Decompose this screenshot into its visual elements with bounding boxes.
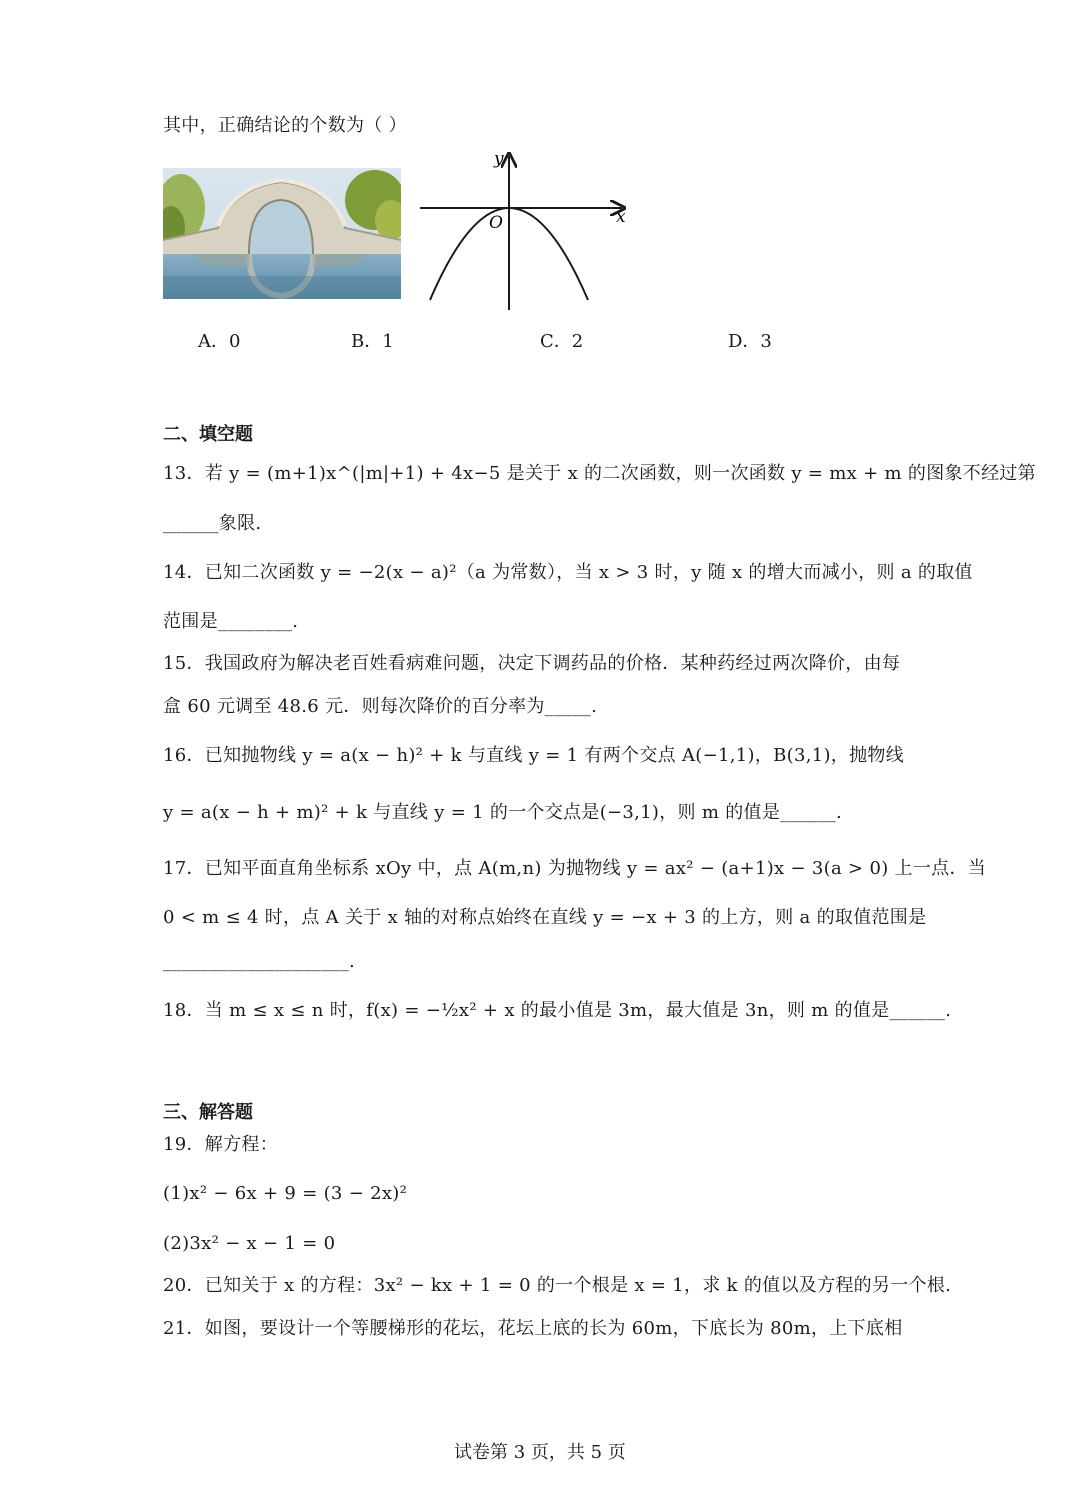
q19-eq2: (2)3x² − x − 1 = 0 (163, 1233, 336, 1254)
x-axis-label: x (616, 207, 626, 227)
q17-line3: ____________________. (163, 951, 356, 972)
section2-heading: 二、填空题 (163, 424, 253, 445)
y-axis-label: y (494, 149, 504, 169)
q19-eq1: (1)x² − 6x + 9 = (3 − 2x)² (163, 1183, 408, 1204)
q12-prompt: 其中，正确结论的个数为（ ） (163, 115, 407, 136)
bridge-photo (163, 168, 401, 299)
origin-label: O (489, 213, 503, 233)
option-a: A．0 (198, 331, 241, 352)
option-b: B．1 (351, 331, 394, 352)
section3-heading: 三、解答题 (163, 1102, 253, 1123)
q15-line1: 15．我国政府为解决老百姓看病难问题，决定下调药品的价格．某种药经过两次降价，由每 (163, 653, 901, 674)
parabola-graph (416, 148, 630, 314)
q20-line1: 20．已知关于 x 的方程：3x² − kx + 1 = 0 的一个根是 x = 1，求 k 的值以及方程的另一个根. (163, 1275, 952, 1296)
q14-line1: 14．已知二次函数 y = −2(x − a)²（a 为常数），当 x > 3 时，y 随 x 的增大而减小，则 a 的取值 (163, 562, 973, 583)
q17-line2: 0 < m ≤ 4 时，点 A 关于 x 轴的对称点始终在直线 y = −x + 3 的上方，则 a 的取值范围是 (163, 907, 927, 928)
q16-line1: 16．已知抛物线 y = a(x − h)² + k 与直线 y = 1 有两个交点 A(−1,1)，B(3,1)，抛物线 (163, 745, 904, 766)
q14-line2: 范围是________. (163, 611, 299, 632)
q17-line1: 17．已知平面直角坐标系 xOy 中，点 A(m,n) 为抛物线 y = ax² − (a+1)x − 3(a > 0) 上一点．当 (163, 858, 987, 879)
page-footer: 试卷第 3 页，共 5 页 (454, 1442, 626, 1463)
q15-line2: 盒 60 元调至 48.6 元．则每次降价的百分率为_____. (163, 696, 598, 717)
q16-line2: y = a(x − h + m)² + k 与直线 y = 1 的一个交点是(−3,1)，则 m 的值是______. (163, 802, 842, 823)
q13-line2: ______象限. (163, 513, 262, 534)
q13-line1: 13．若 y = (m+1)x^(|m|+1) + 4x−5 是关于 x 的二次函数，则一次函数 y = mx + m 的图象不经过第 (163, 463, 1037, 484)
option-d: D．3 (728, 331, 772, 352)
q18-line1: 18．当 m ≤ x ≤ n 时，f(x) = −½x² + x 的最小值是 3m，最大值是 3n，则 m 的值是______. (163, 1000, 952, 1021)
q19-line1: 19．解方程： (163, 1134, 279, 1155)
option-c: C．2 (540, 331, 584, 352)
q21-line1: 21．如图，要设计一个等腰梯形的花坛，花坛上底的长为 60m，下底长为 80m，上下底相 (163, 1318, 903, 1339)
